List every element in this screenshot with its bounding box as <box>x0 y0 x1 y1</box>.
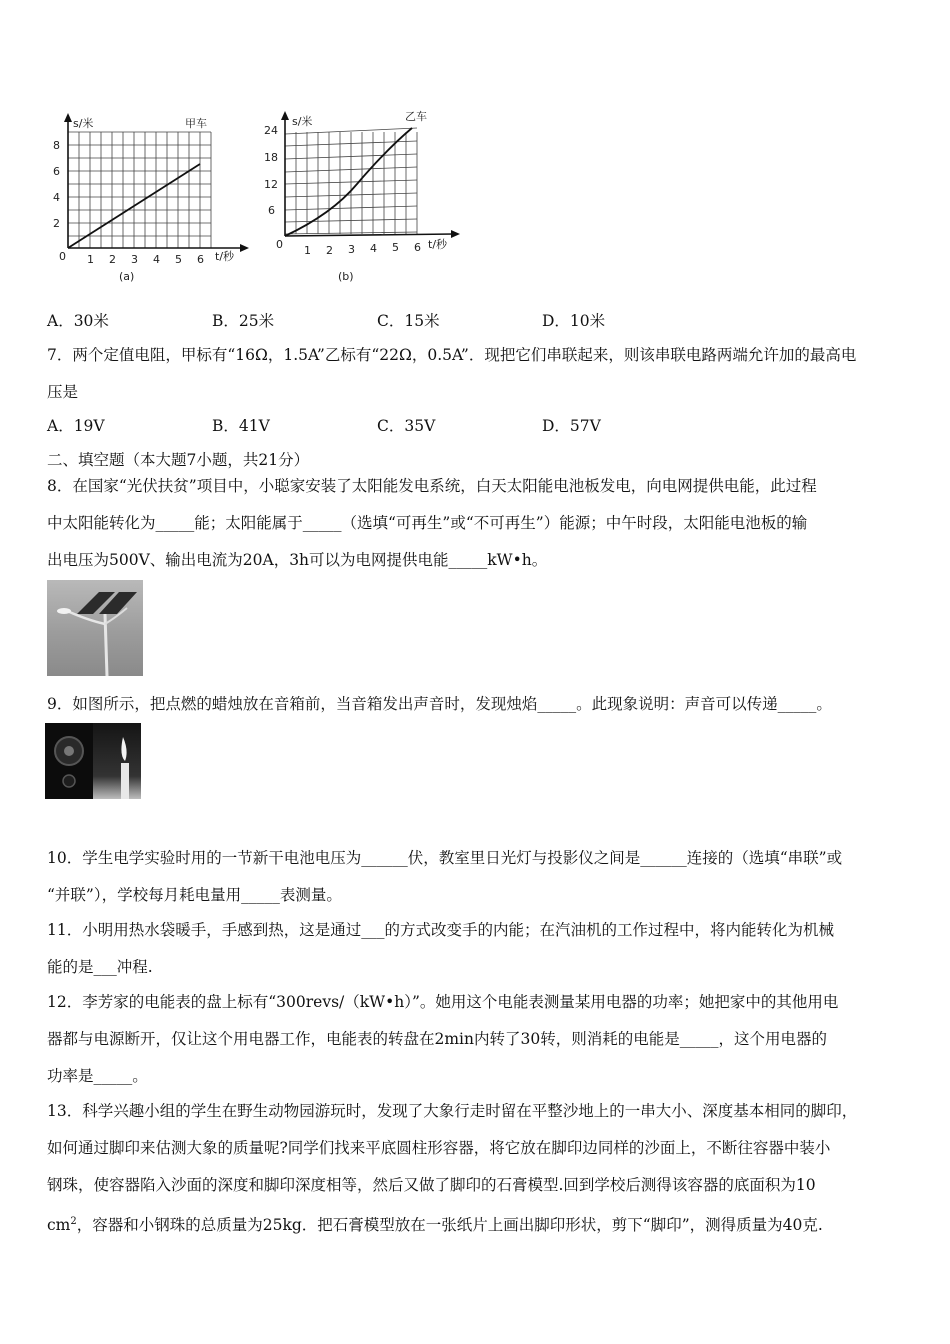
graph-a-tick-y: 8 <box>53 139 60 152</box>
q13-text-line2: 如何通过脚印来估测大象的质量呢?同学们找来平底圆柱形容器，将它放在脚印边同样的沙面上，不断往容器中装小 <box>47 1139 831 1157</box>
q13-text-line4 <box>47 1212 823 1235</box>
q7-option-d[interactable]: D．57V <box>542 417 601 435</box>
graph-b-y-label: s/米 <box>292 115 313 128</box>
graph-a-tick-x: 1 <box>87 253 94 266</box>
graph-a-grid <box>68 132 211 248</box>
q7-option-a[interactable]: A．19V <box>47 417 105 435</box>
q11-text-line1: 11．小明用热水袋暖手，手感到热，这是通过___的方式改变手的内能；在汽油机的工作过程中，将内能转化为机械 <box>47 921 834 939</box>
graph-b-tick-y: 18 <box>264 151 278 164</box>
graph-a-tick-x: 4 <box>153 253 160 266</box>
q7-text-line2: 压是 <box>47 383 79 401</box>
speaker-candle-image <box>45 723 141 799</box>
graph-a-y-arrow <box>64 113 72 122</box>
graph-b-tick-x: 2 <box>326 244 333 257</box>
q10-text-line2: “并联”），学校每月耗电量用_____表测量。 <box>47 886 342 904</box>
graph-a-y-label: s/米 <box>73 117 94 130</box>
graph-b-tick-x: 6 <box>414 241 421 254</box>
graph-a-tick-x: 6 <box>197 253 204 266</box>
q8-text-line1: 8．在国家“光伏扶贫”项目中，小聪家安装了太阳能发电系统，白天太阳能电池板发电，向电网提供电能，此过程 <box>47 477 817 495</box>
graph-a-tick-y: 4 <box>53 191 60 204</box>
graph-a-tick-x: 2 <box>109 253 116 266</box>
graph-b-tick-x: 1 <box>304 244 311 257</box>
q7-text-line1: 7．两个定值电阻，甲标有“16Ω，1.5A”乙标有“22Ω，0.5A”．现把它们串联起来，则该串联电路两端允许加的最高电 <box>47 346 857 364</box>
graph-b-x-axis <box>285 234 454 236</box>
graph-b <box>262 104 477 288</box>
graph-a-tick-y: 2 <box>53 217 60 230</box>
graph-a-caption: (a) <box>119 270 135 283</box>
graph-b-tick-y: 24 <box>264 124 278 137</box>
q7-option-c[interactable]: C．35V <box>377 417 436 435</box>
q8-text-line2: 中太阳能转化为_____能；太阳能属于_____（选填“可再生”或“不可再生”）能源；中午时段，太阳能电池板的输 <box>47 514 808 532</box>
q13-text-rest: ，容器和小钢珠的总质量为25kg．把石膏模型放在一张纸片上画出脚印形状，剪下“脚印”，测得质量为40克. <box>76 1216 823 1235</box>
graph-b-tick-y: 12 <box>264 178 278 191</box>
q12-text-line3: 功率是_____。 <box>47 1067 148 1085</box>
graph-a-tick-x: 5 <box>175 253 182 266</box>
graph-b-car-label: 乙车 <box>405 110 427 123</box>
graph-b-tick-x: 4 <box>370 242 377 255</box>
graph-b-origin: 0 <box>276 238 283 251</box>
solar-panel-drawing <box>47 580 143 676</box>
graph-a <box>45 108 260 286</box>
graph-b-tick-x: 3 <box>348 243 355 256</box>
graph-a-tick-y: 6 <box>53 165 60 178</box>
q12-text-line2: 器都与电源断开，仅让这个用电器工作，电能表的转盘在2min内转了30转，则消耗的电能是_____，这个用电器的 <box>47 1030 827 1048</box>
q10-text-line1: 10．学生电学实验时用的一节新干电池电压为______伏，教室里日光灯与投影仪之间是______连接的（选填“串联”或 <box>47 849 843 867</box>
graph-a-origin: 0 <box>59 250 66 263</box>
q6-option-a[interactable]: A．30米 <box>47 312 109 330</box>
graph-b-x-label: t/秒 <box>428 238 448 251</box>
graph-a-x-arrow <box>240 244 249 252</box>
graph-a-car-label: 甲车 <box>185 117 207 130</box>
q13-text-line1: 13．科学兴趣小组的学生在野生动物园游玩时，发现了大象行走时留在平整沙地上的一串大小、深度基本相同的脚印， <box>47 1102 858 1120</box>
q6-option-b[interactable]: B．25米 <box>212 312 275 330</box>
graph-b-tick-x: 5 <box>392 241 399 254</box>
q13-unit-superscript: 2 <box>70 1216 77 1227</box>
q13-unit: cm <box>47 1216 71 1235</box>
q6-option-c[interactable]: C．15米 <box>377 312 440 330</box>
q9-text: 9．如图所示，把点燃的蜡烛放在音箱前，当音箱发出声音时，发现烛焰_____。此现象说明：声音可以传递_____。 <box>47 695 832 713</box>
graph-a-x-label: t/秒 <box>215 250 235 263</box>
graph-b-tick-y: 6 <box>268 204 275 217</box>
q6-option-d[interactable]: D．10米 <box>542 312 606 330</box>
graph-b-y-arrow <box>281 111 289 120</box>
graph-b-caption: (b) <box>338 270 354 283</box>
q8-text-line3: 出电压为500V、输出电流为20A，3h可以为电网提供电能_____kW•h。 <box>47 551 548 569</box>
graph-a-tick-x: 3 <box>131 253 138 266</box>
solar-street-light-image <box>47 580 143 676</box>
q13-text-line3: 钢珠，使容器陷入沙面的深度和脚印深度相等，然后又做了脚印的石膏模型.回到学校后测得该容器的底面积为10 <box>47 1176 816 1194</box>
graph-b-grid <box>285 128 417 234</box>
q12-text-line1: 12．李芳家的电能表的盘上标有“300revs/（kW•h）”。她用这个电能表测量某用电器的功率；她把家中的其他用电 <box>47 993 839 1011</box>
section-2-heading: 二、填空题（本大题7小题，共21分） <box>47 451 310 469</box>
speaker-candle-drawing <box>45 723 141 799</box>
q11-text-line2: 能的是___冲程. <box>47 958 153 976</box>
graph-b-x-arrow <box>451 230 460 238</box>
q7-option-b[interactable]: B．41V <box>212 417 270 435</box>
